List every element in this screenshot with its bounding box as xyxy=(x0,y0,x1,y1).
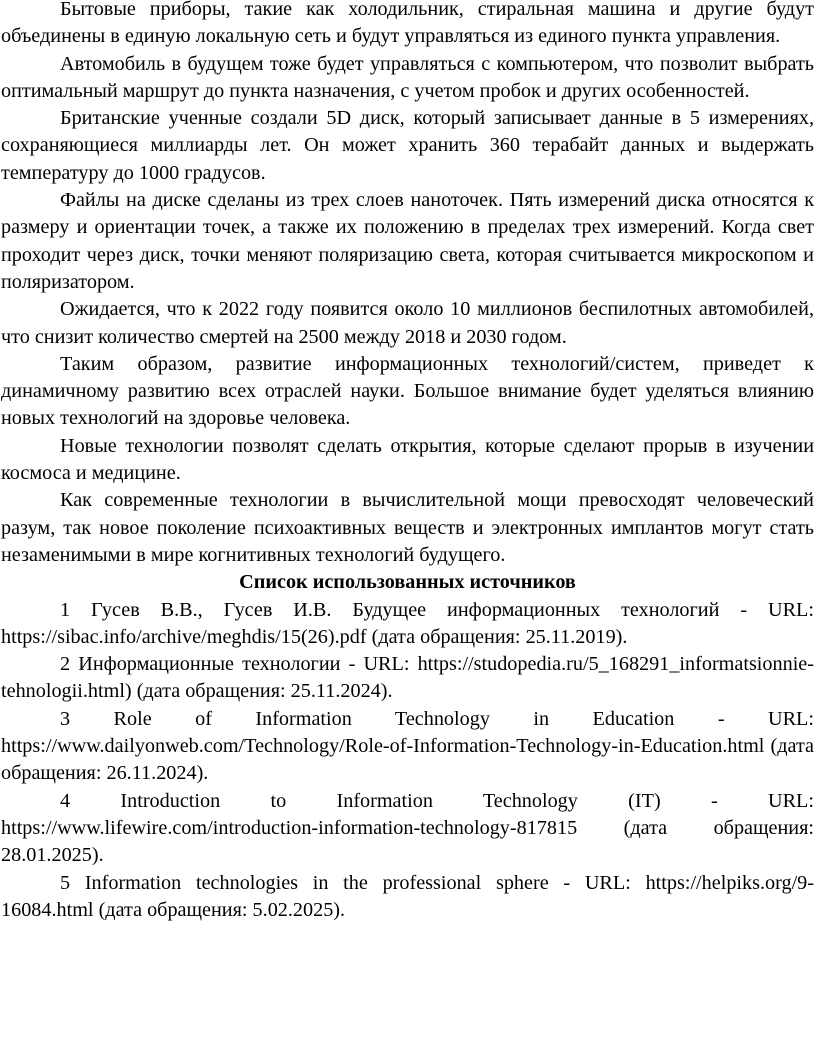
references-heading: Список использованных источников xyxy=(239,571,576,594)
body-paragraph: Ожидается, что к 2022 году появится около 10 миллионов беспилотных автомобилей, что снизит количество смертей на 2500 между 2018 и 2030 годом. xyxy=(1,298,814,348)
body-paragraph: Бытовые приборы, такие как холодильник, стиральная машина и другие будут объединены в единую локальную сеть и будут управляться из единого пункта управления. xyxy=(1,0,814,48)
reference-item: 2 Информационные технологии - URL: https://studopedia.ru/5_168291_informatsionnie-tehnologii.html) (дата обращения: 25.11.2024). xyxy=(1,653,814,703)
body-paragraph: Как современные технологии в вычислительной мощи превосходят человеческий разум, так новое поколение психоактивных веществ и электронных имплантов могут стать незаменимыми в мире когнитивных технологий будущего. xyxy=(1,489,814,566)
body-paragraph: Автомобиль в будущем тоже будет управляться с компьютером, что позволит выбрать оптимальный маршрут до пункта назначения, с учетом пробок и других особенностей. xyxy=(1,52,814,102)
reference-item: 1 Гусев В.В., Гусев И.В. Будущее информационных технологий - URL: https://sibac.info/archive/meghdis/15(26).pdf (дата обращения: 25.11.2019). xyxy=(1,598,814,648)
reference-item: 5 Information technologies in the professional sphere - URL: https://helpiks.org/9-16084.html (дата обращения: 5.02.2025). xyxy=(1,871,814,921)
body-paragraph: Таким образом, развитие информационных технологий/систем, приведет к динамичному развитию всех отраслей науки. Большое внимание будет уделяться влиянию новых технологий на здоровье человека. xyxy=(1,352,814,430)
reference-item: 3 Role of Information Technology in Education - URL: https://www.dailyonweb.com/Technology/Role-of-Information-Technology-in-Education.html (дата обращения: 26.11.2024). xyxy=(1,707,814,785)
body-paragraph: Британские ученные создали 5D диск, который записывает данные в 5 измерениях, сохраняющиеся миллиарды лет. Он может хранить 360 терабайт данных и выдержать температуру до 1000 градусов. xyxy=(1,107,814,184)
reference-item: 4 Introduction to Information Technology (IT) - URL: https://www.lifewire.com/introduction-information-technology-817815 (дата обращения: 28.01.2025). xyxy=(1,789,814,867)
body-paragraph: Новые технологии позволят сделать открытия, которые сделают прорыв в изучении космоса и медицине. xyxy=(1,434,814,485)
body-paragraph: Файлы на диске сделаны из трех слоев наноточек. Пять измерений диска относятся к размеру и ориентации точек, а также их положению в пределах трех измерений. Когда свет проходит через диск, точки меняют поляризацию света, которая считывается микроскопом и поляризатором. xyxy=(1,189,814,293)
